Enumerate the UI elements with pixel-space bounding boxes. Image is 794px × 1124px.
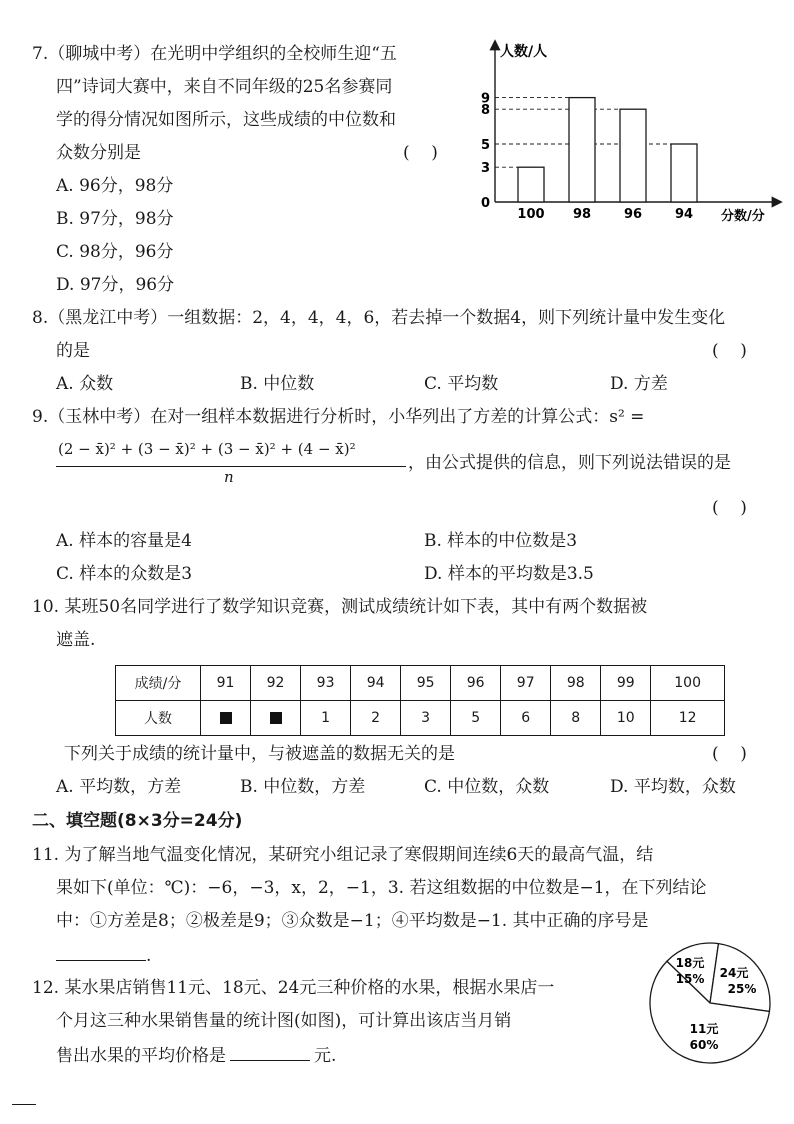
score-bar-chart bbox=[440, 30, 790, 230]
q7-line-4: 众数分别是 bbox=[56, 143, 141, 163]
table-cell: 92 bbox=[251, 666, 301, 701]
q11-answer-blank[interactable] bbox=[56, 942, 146, 961]
q8-option-c: C. 平均数 bbox=[424, 374, 499, 394]
q9-option-a: A. 样本的容量是4 bbox=[56, 531, 192, 551]
q7-answer-paren[interactable]: ( ) bbox=[403, 143, 438, 163]
q10-answer-paren[interactable]: ( ) bbox=[712, 744, 747, 764]
bar-98 bbox=[569, 98, 595, 202]
table-cell: 3 bbox=[401, 701, 451, 736]
q8-option-b: B. 中位数 bbox=[240, 374, 315, 394]
table-header-label: 成绩/分 bbox=[116, 666, 201, 701]
table-cell: 10 bbox=[601, 701, 651, 736]
score-count-table bbox=[115, 665, 725, 736]
q12-line-2: 个月这三种水果销售量的统计图(如图)，可计算出该店当月销 bbox=[56, 1011, 512, 1031]
q10-option-c: C. 中位数，众数 bbox=[424, 777, 550, 797]
table-cell: 2 bbox=[351, 701, 401, 736]
table-cell: 8 bbox=[551, 701, 601, 736]
q7-line-2: 四”诗词大赛中，来自不同年级的25名参赛同 bbox=[56, 77, 393, 97]
q9-answer-paren[interactable]: ( ) bbox=[712, 498, 747, 518]
pie-slice-percent: 25% bbox=[727, 982, 757, 996]
table-cell: 12 bbox=[651, 701, 725, 736]
x-tick-label: 94 bbox=[674, 207, 694, 222]
x-axis-label: 分数/分 bbox=[721, 209, 765, 224]
table-cell: 93 bbox=[301, 666, 351, 701]
q9-option-b: B. 样本的中位数是3 bbox=[424, 531, 578, 551]
pie-slice-percent: 60% bbox=[689, 1038, 719, 1052]
q12-line-3 bbox=[56, 1042, 336, 1068]
bar-100 bbox=[518, 167, 544, 202]
y-tick-label: 3 bbox=[480, 161, 490, 177]
table-cell: 98 bbox=[551, 666, 601, 701]
q12-unit: 元. bbox=[314, 1046, 337, 1066]
q8-line-2: 的是 bbox=[56, 341, 90, 361]
table-row-scores bbox=[116, 666, 725, 701]
y-tick-label: 8 bbox=[480, 103, 490, 119]
table-row-label: 人数 bbox=[116, 701, 201, 736]
y-tick-label: 5 bbox=[480, 138, 490, 153]
table-cell: 96 bbox=[451, 666, 501, 701]
q11-end-mark: . bbox=[146, 946, 152, 966]
y-tick-label: 9 bbox=[480, 91, 490, 107]
q7-line-3: 学的得分情况如图所示，这些成绩的中位数和 bbox=[56, 110, 396, 130]
q9-option-c: C. 样本的众数是3 bbox=[56, 564, 193, 584]
q8-option-a: A. 众数 bbox=[56, 374, 114, 394]
fruit-sales-pie-chart bbox=[640, 938, 780, 1068]
page-footer-rule bbox=[12, 1104, 36, 1105]
q10-option-b: B. 中位数，方差 bbox=[240, 777, 366, 797]
x-tick-label: 100 bbox=[517, 207, 545, 222]
q9-option-d: D. 样本的平均数是3.5 bbox=[424, 564, 594, 584]
table-row-counts bbox=[116, 701, 725, 736]
pie-slice-percent: 15% bbox=[675, 972, 705, 986]
y-tick-label: 0 bbox=[480, 196, 490, 211]
covered-value-box bbox=[220, 712, 232, 724]
q9-line-2-tail: ，由公式提供的信息，则下列说法错误的是 bbox=[408, 453, 731, 473]
q8-answer-paren[interactable]: ( ) bbox=[712, 341, 747, 361]
q7-option-c: C. 98分，96分 bbox=[56, 242, 174, 262]
q9-formula-numerator: (2 − x̄)² + (3 − x̄)² + (3 − x̄)² + (4 − x̄)² bbox=[58, 440, 356, 458]
q10-line-1: 10. 某班50名同学进行了数学知识竞赛，测试成绩统计如下表，其中有两个数据被 bbox=[32, 597, 648, 617]
q7-line-1: 7.（聊城中考）在光明中学组织的全校师生迎“五 bbox=[32, 44, 397, 64]
x-tick-label: 98 bbox=[572, 207, 592, 222]
q12-answer-blank[interactable] bbox=[230, 1042, 310, 1061]
section-title-fill-in: 二、填空题(8×3分=24分) bbox=[32, 811, 243, 831]
q9-line-1: 9.（玉林中考）在对一组样本数据进行分析时，小华列出了方差的计算公式：s² = bbox=[32, 407, 645, 427]
pie-slice-label: 24元 bbox=[719, 966, 749, 980]
q7-option-d: D. 97分，96分 bbox=[56, 275, 175, 295]
q11-line-2: 果如下(单位：℃)：−6，−3，x，2，−1，3. 若这组数据的中位数是−1，在下列结论 bbox=[56, 878, 707, 898]
q10-line-2: 遮盖. bbox=[56, 630, 96, 650]
table-cell-covered bbox=[201, 701, 251, 736]
table-cell: 91 bbox=[201, 666, 251, 701]
table-cell: 95 bbox=[401, 666, 451, 701]
table-cell: 97 bbox=[501, 666, 551, 701]
q7-option-a: A. 96分，98分 bbox=[56, 176, 174, 196]
table-cell: 5 bbox=[451, 701, 501, 736]
q9-formula-denominator: n bbox=[224, 468, 234, 486]
bar-96 bbox=[620, 109, 646, 202]
x-tick-label: 96 bbox=[623, 207, 643, 222]
table-cell: 94 bbox=[351, 666, 401, 701]
q12-line-1: 12. 某水果店销售11元、18元、24元三种价格的水果，根据水果店一 bbox=[32, 978, 555, 998]
pie-slice-label: 18元 bbox=[675, 956, 705, 970]
q11-answer-line bbox=[56, 942, 151, 968]
q10-option-d: D. 平均数，众数 bbox=[610, 777, 736, 797]
bar-94 bbox=[671, 144, 697, 202]
table-cell: 100 bbox=[651, 666, 725, 701]
table-cell: 99 bbox=[601, 666, 651, 701]
table-cell-covered bbox=[251, 701, 301, 736]
q9-fraction-bar bbox=[56, 466, 406, 467]
table-cell: 6 bbox=[501, 701, 551, 736]
q12-line-3-text: 售出水果的平均价格是 bbox=[56, 1046, 226, 1066]
q11-line-3: 中：①方差是8；②极差是9；③众数是−1；④平均数是−1. 其中正确的序号是 bbox=[56, 911, 649, 931]
q10-question: 下列关于成绩的统计量中，与被遮盖的数据无关的是 bbox=[64, 744, 455, 764]
y-axis-label: 人数/人 bbox=[500, 44, 548, 60]
q7-option-b: B. 97分，98分 bbox=[56, 209, 174, 229]
q8-option-d: D. 方差 bbox=[610, 374, 668, 394]
q11-line-1: 11. 为了解当地气温变化情况，某研究小组记录了寒假期间连续6天的最高气温，结 bbox=[32, 845, 654, 865]
pie-slice-label: 11元 bbox=[689, 1022, 719, 1036]
covered-value-box bbox=[270, 712, 282, 724]
q10-option-a: A. 平均数，方差 bbox=[56, 777, 182, 797]
table-cell: 1 bbox=[301, 701, 351, 736]
q8-line-1: 8.（黑龙江中考）一组数据：2，4，4，4，6，若去掉一个数据4，则下列统计量中发生变化 bbox=[32, 308, 726, 328]
